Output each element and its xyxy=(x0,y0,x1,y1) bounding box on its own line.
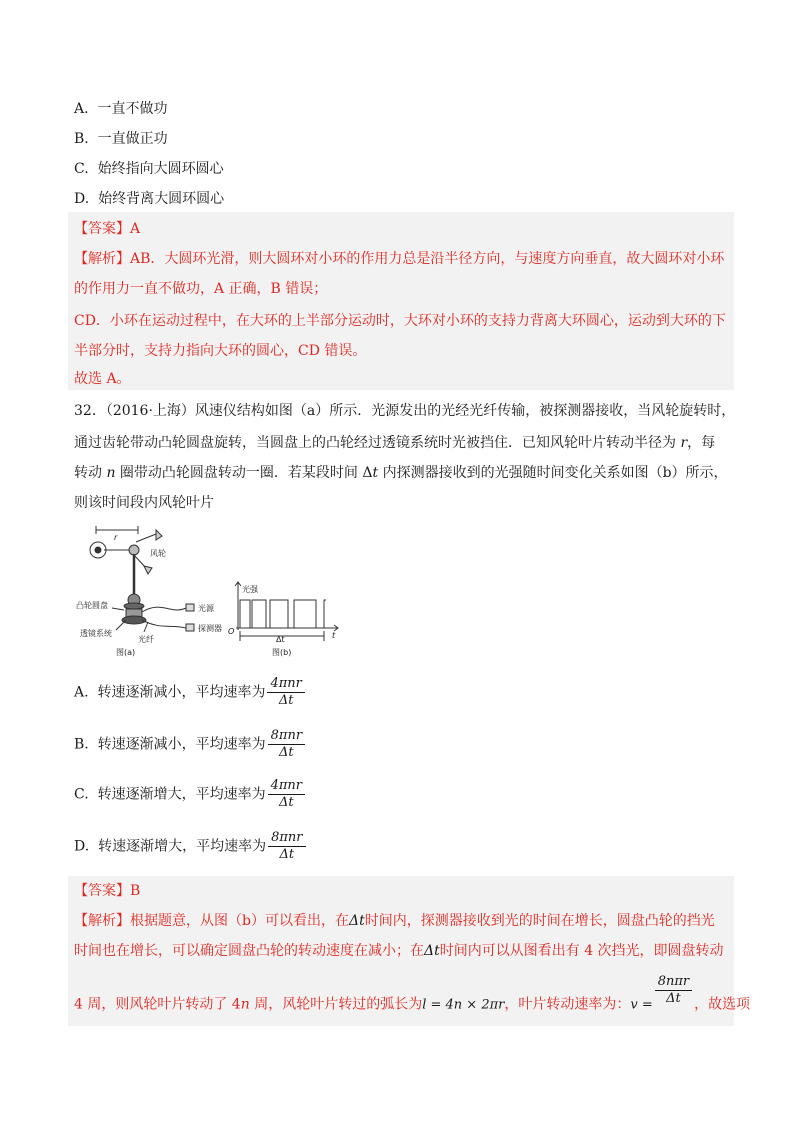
question-32-line-3: 转动 n 圈带动凸轮圆盘转动一圈．若某段时间 Δt 内探测器接收到的光强随时间变化关系如图（b）所示， xyxy=(74,465,728,481)
fraction: $\frac{\text{8πnr}}{\Delta t}$ xyxy=(268,728,305,761)
option-b: B. 一直做正功 xyxy=(74,131,168,147)
fraction: $\frac{\text{8πnr}}{\Delta t}$ xyxy=(268,830,305,863)
q32-analysis-line-3: 4 周，则风轮叶片转动了 4n 周，风轮叶片转过的弧长为l = 4n × 2πr，叶片转动速率为：v = $\frac{\text{8nπr}}{\Delta t}$ ，故选项 xyxy=(74,974,751,1013)
fraction: $\frac{\text{4πnr}}{\Delta t}$ xyxy=(267,676,304,709)
fraction: $\frac{\text{8nπr}}{\Delta t}$ xyxy=(655,974,692,1007)
analysis-line-2: 的作用力一直不做功，A 正确，B 错误； xyxy=(74,281,328,297)
answer-line: 【答案】A xyxy=(74,221,141,237)
option-a: A. 一直不做功 xyxy=(74,101,168,117)
analysis-line-4: 半部分时，支持力指向大环的圆心，CD 错误。 xyxy=(74,343,367,359)
answer-block-q31 xyxy=(68,212,734,390)
caption-b: 图(b) xyxy=(272,648,292,657)
q32-option-c: C. 转速逐渐增大，平均速率为 $\frac{\text{4πnr}}{\Delta t}$ xyxy=(74,778,307,811)
label-o: O xyxy=(228,627,235,636)
q32-option-b: B. 转速逐渐减小，平均速率为 $\frac{\text{8πnr}}{\Delta t}$ xyxy=(74,728,307,761)
label-guangqiang: 光强 xyxy=(242,585,258,594)
label-guangyuan: 光源 xyxy=(198,604,214,613)
analysis-line-1: 【解析】AB．大圆环光滑，则大圆环对小环的作用力总是沿半径方向，与速度方向垂直，故大圆环对小环 xyxy=(74,251,725,267)
label-dt: Δt xyxy=(276,635,285,644)
option-d: D. 始终背离大圆环圆心 xyxy=(74,191,225,207)
q32-analysis-line-1: 【解析】根据题意，从图（b）可以看出，在Δt时间内，探测器接收到光的时间在增长，圆盘凸轮的挡光 xyxy=(74,913,715,929)
label-tanceqi: 探测器 xyxy=(198,624,222,633)
question-32-line-4: 则该时间段内风轮叶片 xyxy=(74,495,214,511)
q32-option-a: A. 转速逐渐减小，平均速率为 $\frac{\text{4πnr}}{\Delta t}$ xyxy=(74,676,307,709)
q32-answer-line: 【答案】B xyxy=(74,883,141,899)
option-c: C. 始终指向大圆环圆心 xyxy=(74,161,224,177)
analysis-conclusion: 故选 A。 xyxy=(74,371,131,387)
label-r: r xyxy=(114,533,118,542)
q32-analysis-line-2: 时间也在增长，可以确定圆盘凸轮的转动速度在减小；在Δt时间内可以从图看出有 4 次挡光，即圆盘转动 xyxy=(74,943,724,959)
label-t: t xyxy=(332,631,336,640)
label-toujing: 透镜系统 xyxy=(80,629,112,638)
figure-a-diagram xyxy=(90,526,194,632)
label-tulun: 凸轮圆盘 xyxy=(76,601,108,610)
label-fenglun: 风轮 xyxy=(150,549,166,558)
q32-option-d: D. 转速逐渐增大，平均速率为 $\frac{\text{8πnr}}{\Delta t}$ xyxy=(74,830,308,863)
anemometer-figure xyxy=(76,520,346,660)
caption-a: 图(a) xyxy=(116,648,136,657)
question-32-line-2: 通过齿轮带动凸轮圆盘旋转，当圆盘上的凸轮经过透镜系统时光被挡住．已知风轮叶片转动半径为 r，每 xyxy=(74,435,716,451)
analysis-line-3: CD．小环在运动过程中，在大环的上半部分运动时，大环对小环的支持力背离大环圆心，运动到大环的下 xyxy=(74,313,726,329)
fraction: $\frac{\text{4πnr}}{\Delta t}$ xyxy=(268,778,305,811)
label-guangxian: 光纤 xyxy=(138,635,154,644)
question-32-line-1: 32．（2016·上海）风速仪结构如图（a）所示．光源发出的光经光纤传输，被探测器接收，当风轮旋转时， xyxy=(74,403,736,419)
